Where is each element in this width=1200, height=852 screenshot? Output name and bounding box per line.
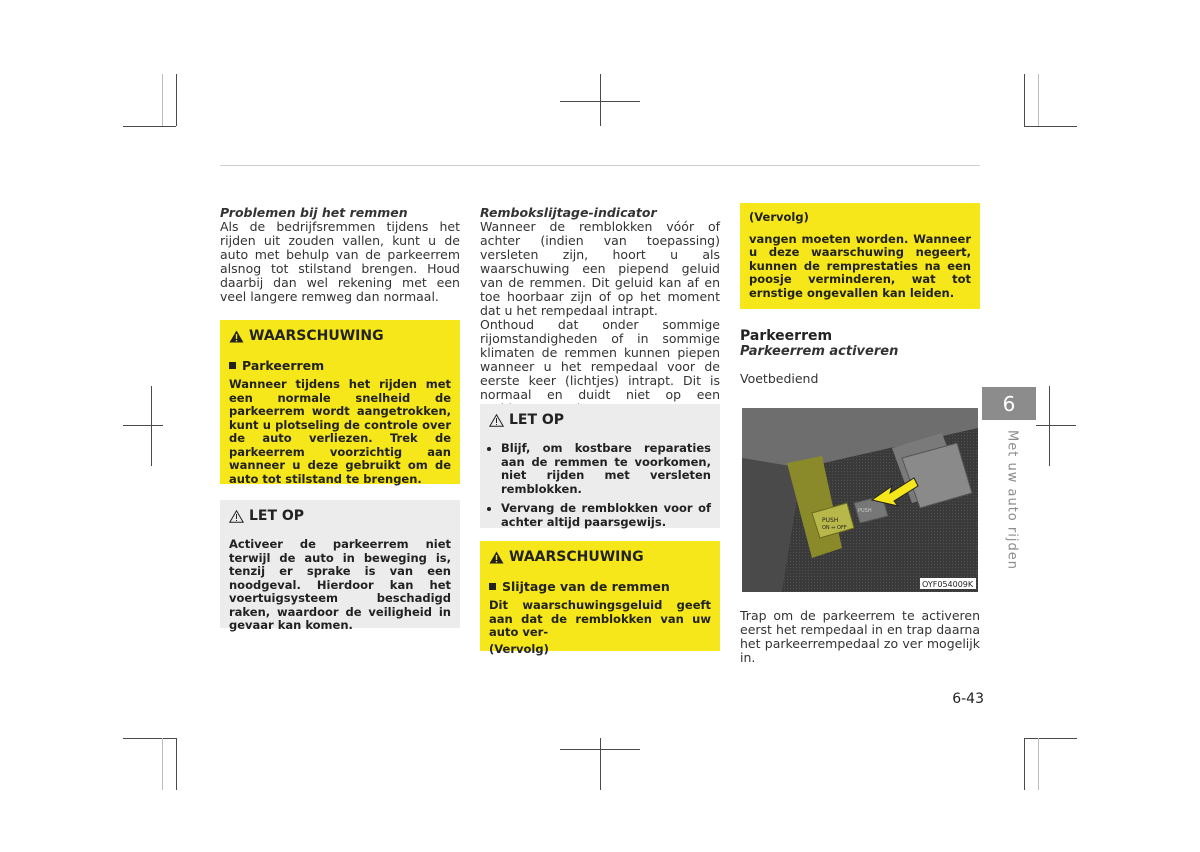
register-mark xyxy=(151,386,152,466)
warning-title xyxy=(229,328,451,344)
chapter-tab: 6 xyxy=(982,387,1036,420)
caution-list-item: • Blijf, om kostbare reparaties aan de remmen te voorkomen, niet rijden met versleten remblokken. xyxy=(501,442,711,496)
register-mark xyxy=(123,425,163,426)
header-rule xyxy=(220,165,980,166)
crop-mark xyxy=(1024,738,1077,739)
chapter-title: Met uw auto rijden xyxy=(1004,430,1020,570)
warning-title-text: WAARSCHUWING xyxy=(509,549,644,565)
section-subheading: Parkeerrem activeren xyxy=(740,344,899,359)
register-mark xyxy=(600,738,601,790)
warning-subtitle xyxy=(229,358,451,373)
crop-mark xyxy=(1024,738,1025,790)
section-heading: Problemen bij het remmen xyxy=(220,205,408,220)
pedal-label: PUSH xyxy=(822,517,839,524)
register-mark xyxy=(600,74,601,126)
warning-box xyxy=(480,541,720,656)
warning-box xyxy=(220,320,460,484)
pedal-label: ON ⇔ OFF xyxy=(822,525,847,531)
bullet-square-icon xyxy=(489,583,496,590)
warning-triangle-icon xyxy=(229,330,244,343)
warning-text: Wanneer tijdens het rijden met een normale snelheid de parkeerrem wordt aangetrokken, kunt u plotseling de controle over de auto verliezen. Trek de parkeerrem voorzichtig aan wanneer u deze gebruikt om de auto tot stilstand te brengen. xyxy=(229,377,451,486)
warning-triangle-icon xyxy=(489,551,504,564)
crop-mark xyxy=(162,738,163,790)
column-left xyxy=(220,206,460,304)
warning-text: vangen moeten worden. Wanneer u deze waarschuwing negeert, kunnen de remprestaties na een poosje verminderen, wat tot ernstige ongevallen kan leiden. xyxy=(749,231,971,300)
warning-text: Dit waarschuwingsgeluid geeft aan dat de remblokken van uw auto ver- xyxy=(489,598,711,639)
caution-title xyxy=(489,412,711,428)
section-paragraph: Onthoud dat onder sommige rijomstandigheden of in sommige klimaten de remmen kunnen piepen wanneer u het rempedaal voor de eerste keer (lichtjes) intrapt. Dit is normaal en duidt niet op een xyxy=(480,317,720,402)
warning-continued-box xyxy=(740,203,980,309)
section-heading: Parkeerrem xyxy=(740,328,833,344)
crop-mark xyxy=(1038,74,1039,126)
warning-subtitle xyxy=(489,579,711,594)
parking-brake-illustration xyxy=(742,408,978,592)
crop-mark xyxy=(1024,126,1077,127)
continued-label: (Vervolg) xyxy=(489,641,549,656)
figure-code: OYF054009K xyxy=(922,580,974,589)
crop-mark xyxy=(176,738,177,790)
caution-list-item: • Vervang de remblokken voor of achter altijd paarsgewijs. xyxy=(501,502,711,529)
pedal-label: PUSH xyxy=(858,508,872,514)
caution-title xyxy=(229,508,451,524)
bullet-square-icon xyxy=(229,362,236,369)
section-paragraph: Als de bedrijfsremmen tijdens het rijden uit zouden vallen, kunt u de auto met behulp van de parkeerrem alsnog tot stilstand brengen. Houd daarbij dan wel rekening met een veel langere remweg dan normaal. xyxy=(220,219,460,304)
section-label: Voetbediend xyxy=(740,371,819,386)
caution-list xyxy=(489,442,711,529)
warning-title xyxy=(489,549,711,565)
register-mark xyxy=(1049,386,1050,466)
caution-title-text: LET OP xyxy=(509,412,565,428)
section-paragraph: Trap om de parkeerrem te activeren eerst het rempedaal in en trap daarna het parkeerrempedaal zo ver mogelijk in. xyxy=(740,608,980,665)
caution-triangle-icon xyxy=(489,414,504,427)
warning-subtitle-text: Slijtage van de remmen xyxy=(502,579,670,594)
crop-mark xyxy=(123,126,176,127)
warning-title-text: WAARSCHUWING xyxy=(249,328,384,344)
crop-mark xyxy=(1038,738,1039,790)
caution-title-text: LET OP xyxy=(249,508,305,524)
caution-box xyxy=(220,500,460,632)
column-middle xyxy=(480,206,720,416)
crop-mark xyxy=(176,74,177,126)
crop-mark xyxy=(162,74,163,126)
warning-subtitle-text: Parkeerrem xyxy=(242,358,325,373)
caution-text: Activeer de parkeerrem niet terwijl de auto in beweging is, tenzij er sprake is van een noodgeval. Hierdoor kan het voertuigsysteem beschadigd raken, waardoor de veiligheid in gevaar kan komen. xyxy=(229,537,451,632)
continued-label: (Vervolg) xyxy=(749,210,809,224)
register-mark xyxy=(1036,425,1076,426)
crop-mark xyxy=(1024,74,1025,126)
page-number: 6-43 xyxy=(952,691,984,707)
section-heading: Rembokslijtage-indicator xyxy=(480,205,657,220)
caution-box xyxy=(480,404,720,528)
crop-mark xyxy=(123,738,176,739)
parking-brake-section xyxy=(740,328,980,386)
section-paragraph: Wanneer de remblokken vóór of achter (indien van toepassing) versleten zijn, hoort u als waarschuwing een piepend geluid van de remmen. Dit geluid kan af en toe hoorbaar zijn of op het moment dat u het rempedaal intrapt. xyxy=(480,219,720,318)
caution-triangle-icon xyxy=(229,510,244,523)
